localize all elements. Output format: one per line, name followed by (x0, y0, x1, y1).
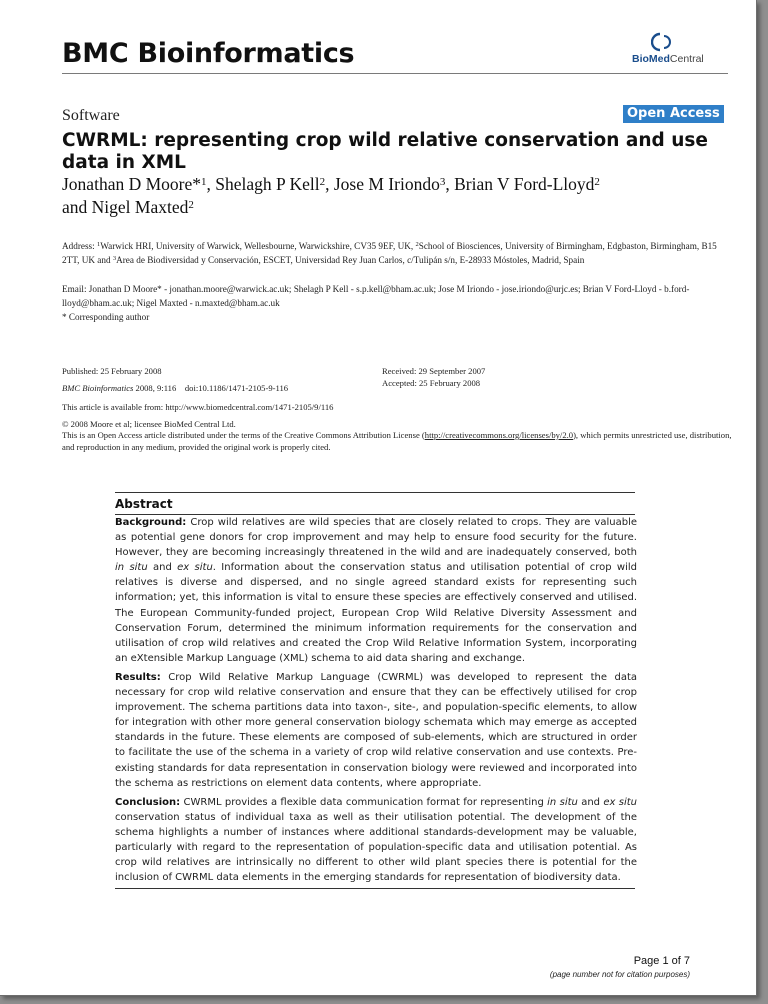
header-rule (62, 73, 728, 74)
abstract-text: and (577, 797, 604, 808)
abstract-top-rule (115, 492, 635, 493)
author-affiliation-mark: 3 (439, 176, 446, 188)
abstract-italic: ex situ (603, 797, 637, 808)
logo-central-text: Central (669, 53, 704, 65)
author-name: , Brian V Ford-Lloyd (445, 174, 595, 194)
corresponding-author-note: * Corresponding author (62, 312, 150, 322)
citation-details: 2008, 9:116 doi:10.1186/1471-2105-9-116 (133, 383, 289, 393)
author-name: Jonathan D Moore* (62, 174, 202, 194)
author-name: , Shelagh P Kell (206, 174, 320, 194)
conclusion-label: Conclusion: (115, 797, 181, 808)
author-name: , Jose M Iriondo (325, 174, 440, 194)
biomed-central-arcs-icon (651, 32, 673, 52)
abstract-text: conservation status of individual taxa as well as their utilisation potential. The development of the schema highlights a number of instances where additional standards-development may be valuable, particularly with regard to the representation of population-specific data and utilisation potential. As crop wild relatives are intrinsically no different to other wild plant species there is potential for the inclusion of CWRML data elements in the emerging standards for representation of biodiversity data. (115, 812, 637, 884)
availability-url[interactable]: This article is available from: http://www.biomedcentral.com/1471-2105/9/116 (62, 402, 334, 412)
author-line-2 (62, 196, 722, 219)
affiliation-label: Address: (62, 241, 97, 251)
abstract-background (115, 515, 637, 666)
license-text-part: This is an Open Access article distributed under the terms of the Creative Commons Attribution License ( (62, 430, 425, 440)
author-list (62, 173, 722, 219)
author-affiliation-mark: 2 (594, 176, 600, 188)
email-list: Email: Jonathan D Moore* - jonathan.moore@warwick.ac.uk; Shelagh P Kell - s.p.kell@bham.ac.uk; Jose M Iriondo - jose.iriondo@urjc.es; Brian V Ford-Lloyd - b.ford-lloyd@bham.ac.uk; Nigel Maxted - n.maxted@bham.ac.uk (62, 284, 690, 308)
author-affiliation-mark: 1 (201, 176, 207, 188)
abstract-text: Crop Wild Relative Markup Language (CWRML) was developed to represent the data necessary for crop wild relative conservation and ensure that they can be effectively utilised for crop improvement. The schema partitions data into taxon-, site-, and population-specific elements, to allow for integration with other more general conservation biology schemata which may emerge as accepted standards in the future. These elements are composed of sub-elements, which are structured in order to facilitate the use of the schema in a variety of crop wild relative conservation and use contexts. Pre-existing standards for data representation in conservation biology were reviewed and incorporated into the schema as restrictions on element data contents, where appropriate. (115, 672, 637, 789)
logo-biomed-text: BioMed (632, 53, 670, 65)
abstract-italic: in situ (547, 797, 578, 808)
author-affiliation-mark: 2 (188, 199, 194, 211)
copyright: © 2008 Moore et al; licensee BioMed Central Ltd. (62, 419, 236, 429)
author-line-1 (62, 173, 722, 196)
abstract-italic: ex situ (177, 562, 213, 574)
license-text (62, 430, 742, 454)
results-label: Results: (115, 672, 161, 683)
abstract-italic: in situ (115, 562, 148, 574)
affiliation-mark: 1 (96, 241, 101, 248)
section-label: Software (62, 107, 120, 124)
affiliation-text: Area de Biodiversidad y Conservación, ESCET, Universidad Rey Juan Carlos, c/Tulipán s/n, E-28933 Móstoles, Madrid, Spain (116, 254, 585, 265)
abstract-heading: Abstract (115, 497, 173, 511)
abstract-text: CWRML provides a flexible data communication format for representing (180, 797, 548, 808)
page-number-note: (page number not for citation purposes) (549, 970, 690, 979)
article-title: CWRML: representing crop wild relative conservation and use data in XML (62, 130, 708, 173)
abstract-bottom-rule (115, 888, 635, 889)
page-number: Page 1 of 7 (633, 955, 690, 967)
open-access-badge: Open Access (623, 105, 724, 123)
license-link[interactable]: http://creativecommons.org/licenses/by/2.0 (424, 430, 574, 440)
affiliation-mark: 3 (112, 254, 117, 262)
background-label: Background: (115, 517, 187, 528)
citation-journal: BMC Bioinformatics (62, 383, 134, 393)
published-date: Published: 25 February 2008 (62, 366, 162, 376)
abstract-text: and (147, 562, 178, 574)
license-text-part: ), which permits unrestricted use, distribution, and reproduction in any medium, provided the original work is properly cited. (62, 430, 732, 452)
citation (62, 382, 288, 395)
author-name: and Nigel Maxted (62, 197, 189, 217)
abstract-conclusion (115, 795, 637, 886)
received-date: Received: 29 September 2007 (382, 366, 486, 376)
affiliations (62, 240, 732, 267)
affiliation-text: Warwick HRI, University of Warwick, Wellesbourne, Warwickshire, CV35 9EF, UK, (100, 241, 416, 251)
affiliation-mark: 2 (415, 241, 419, 248)
abstract-text: . Information about the conservation status and utilisation potential of crop wild relatives is diverse and dispersed, and no single agreed standard exists for representing such information; yet, this information is vital to ensure these species are effectively conserved and utilised. The European Community-funded project, European Crop Wild Relative Diversity Assessment and Conservation Forum, determined the minimum information requirements for the conservation and utilisation of crop wild relatives and created the Crop Wild Relative Information System, incorporating an eXtensible Markup Language (XML) schema to aid data sharing and exchange. (115, 562, 637, 664)
affiliation-text: School of Biosciences, University of Birmingham, Edgbaston, Birmingham, B15 2TT, UK and (62, 241, 717, 265)
accepted-date: Accepted: 25 February 2008 (382, 378, 481, 388)
abstract-text: Crop wild relatives are wild species that are closely related to crops. They are valuable as potential gene donors for crop improvement and may help to ensure food security for the future. However, they are becoming increasingly threatened in the wild and are inadequately conserved, both (115, 517, 637, 559)
author-affiliation-mark: 2 (319, 176, 326, 188)
abstract-results (115, 670, 637, 791)
journal-title: BMC Bioinformatics (62, 38, 355, 69)
biomed-central-logo (632, 32, 704, 68)
